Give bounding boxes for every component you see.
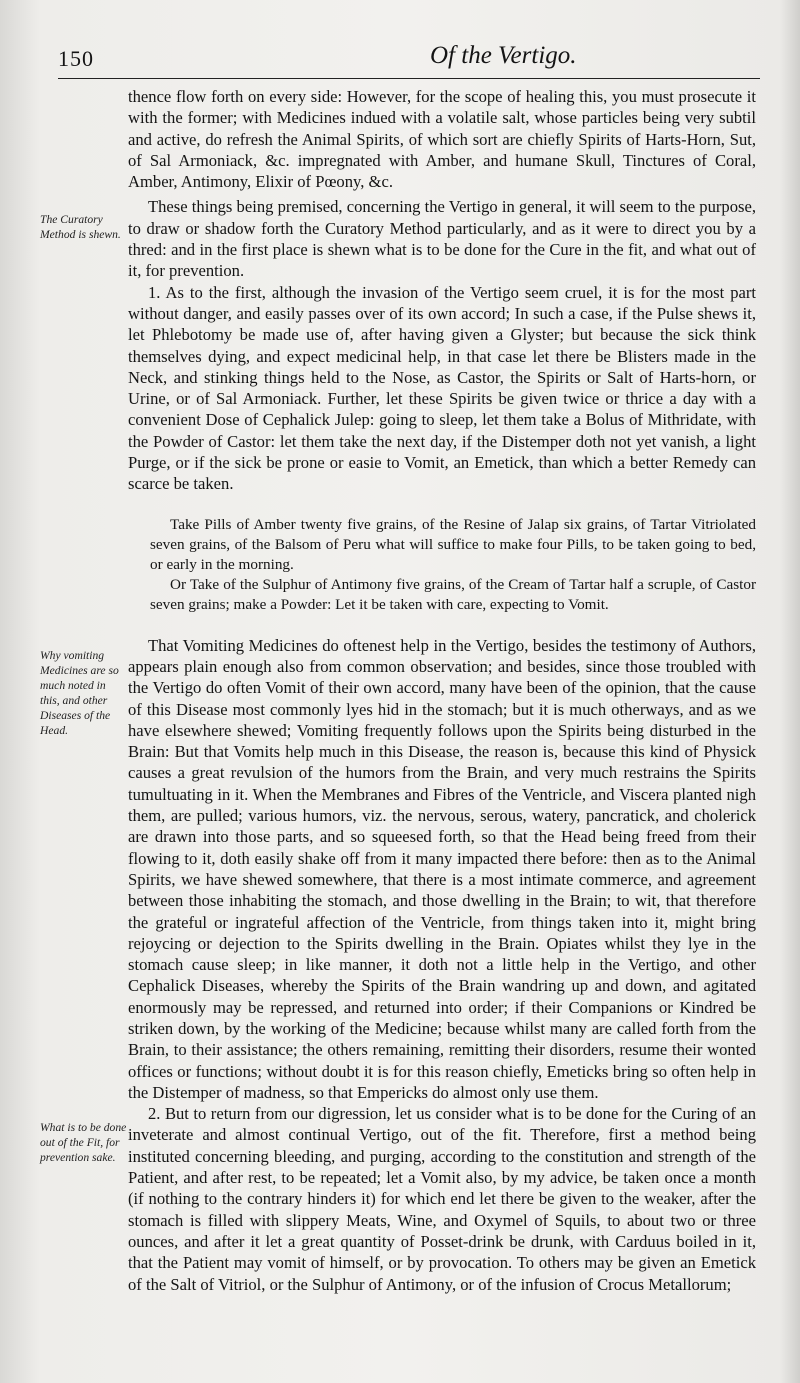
body-text bbox=[128, 86, 756, 1295]
margin-note-curatory: The Curatory Method is shewn. bbox=[40, 213, 121, 241]
prescription-pills: Take Pills of Amber twenty five grains, of the Resine of Jalap six grains, of Tartar Vitriolated seven grains, of the Balsom of Peru what will suffice to make four Pills, to be taken going to bed, or early in the morning. bbox=[150, 515, 756, 573]
page-header bbox=[58, 40, 758, 78]
paragraph-out-of-fit: 2. But to return from our digression, let us consider what is to be done for the Curing of an inveterate and almost continual Vertigo, out of the fit. Therefore, first a method being instituted concerning bleeding, and purging, according to the constitution and strength of the Patient, and after rest, to be repeated; let a Vomit also, by my advice, be taken once a month (if nothing to the contrary hinders it) for which end let there be given to the weaker, after the stomach is filled with slippery Meats, Wine, and Oxymel of Squils, to about two or three ounces, and after it let a great quantity of Posset-drink be drunk, with Carduus boiled in it, that the Patient may vomit of himself, or by provocation. To others may be given an Emetick of the Salt of Vitriol, or the Sulphur of Antimony, or of the infusion of Crocus Metallorum; bbox=[128, 1104, 756, 1294]
prescription-powder: Or Take of the Sulphur of Antimony five grains, of the Cream of Tartar half a scruple, of Castor seven grains; make a Powder: Let it be taken with care, expecting to Vomit. bbox=[150, 575, 756, 613]
paragraph-vomiting-medicines: That Vomiting Medicines do oftenest help in the Vertigo, besides the testimony of Authors, appears plain enough also from common observation; and besides, since those troubled with the Vertigo do often Vomit of their own accord, many have been of the opinion, that the cause of this Disease most commonly lyes hid in the stomach; but it is much otherways, and as we have elsewhere shewed; Vomiting frequently follows upon the Spirits being disturbed in the Brain: But that Vomits help much in this Disease, the reason is, because this kind of Physick causes a great revulsion of the humors from the Brain, and very much restrains the Spirits tumultuating in it. When the Membranes and Fibres of the Ventricle, and Viscera planted nigh them, are pulled; various humors, viz. the nervous, serous, watery, pancratick, and cholerick are drawn into those parts, and so squeesed forth, so that the Head being freed from their flowing to it, doth easily shake off from it many impacted there before: then as to the Animal Spirits, we have shewed somewhere, that there is a most intimate commerce, and agreement between those inhabiting the stomach, and those dwelling in the Brain; to wit, that therefore the grateful or ingrateful affection of the Ventricle, from things taken into it, might bring rejoycing or dejection to the Spirits dwelling in the Brain. Opiates whilst they lye in the stomach cause sleep; in like manner, it doth not a little help in the Vertigo, and other Cephalick Diseases, whereby the Spirits of the Brain wandring up and down, and agitated enormously may be repressed, and returned into order; if their Companions or Kindred be striken down, by the working of the Medicine; because whilst many are called forth from the Brain, to their assistance; the others remaining, remitting their disorders, resume their wonted offices or functions; without doubt it is for this reason chiefly, Emeticks bring so often help in the Distemper of madness, so that Empericks do almost only use them. bbox=[128, 635, 756, 1102]
paragraph-in-the-fit: 1. As to the first, although the invasion of the Vertigo seem cruel, it is for the most part without danger, and easily passes over of its own accord; In such a case, if the Pulse shews it, let Phlebotomy be made use of, after having given a Glyster; but because the sick think themselves dying, and expect medicinal help, in that case let there be Blisters made in the Neck, and stinking things held to the Nose, as Castor, the Spirits or Salt of Harts-horn, or Urine, or of Sal Armoniack. Further, let these Spirits be given twice or thrice a day with a convenient Dose of Cephalick Julep: going to sleep, let them take a Bolus of Mithridate, with the Powder of Castor: let them take the next day, if the Distemper doth not yet vanish, a light Purge, or if the sick be prone or easie to Vomit, an Emetick, than which a better Remedy can scarce be taken. bbox=[128, 282, 756, 494]
paragraph-curatory-method: These things being premised, concerning the Vertigo in general, it will seem to the purpose, to draw or shadow forth the Curatory Method particularly, and as it were to direct you by a thred: and in the first place is shewn what is to be done for the Cure in the fit, and what out of it, for prevention. bbox=[128, 197, 756, 281]
paragraph-continuation: thence flow forth on every side: However, for the scope of healing this, you must prosecute it with the former; with Medicines indued with a volatile salt, whose particles being very subtil and active, do refresh the Animal Spirits, of which sort are chiefly Spirits of Harts-Horn, Sut, of Sal Armoniack, &c. impregnated with Amber, and humane Skull, Tinctures of Coral, Amber, Antimony, Elixir of Pœony, &c. bbox=[128, 87, 756, 192]
page-number: 150 bbox=[58, 46, 94, 71]
margin-note-vomiting: Why vomiting Medicines are so much noted in this, and other Diseases of the Head. bbox=[40, 649, 119, 737]
header-rule bbox=[58, 78, 760, 79]
margin-note-prevention: What is to be done out of the Fit, for prevention sake. bbox=[40, 1121, 127, 1164]
running-title: Of the Vertigo. bbox=[430, 42, 577, 69]
